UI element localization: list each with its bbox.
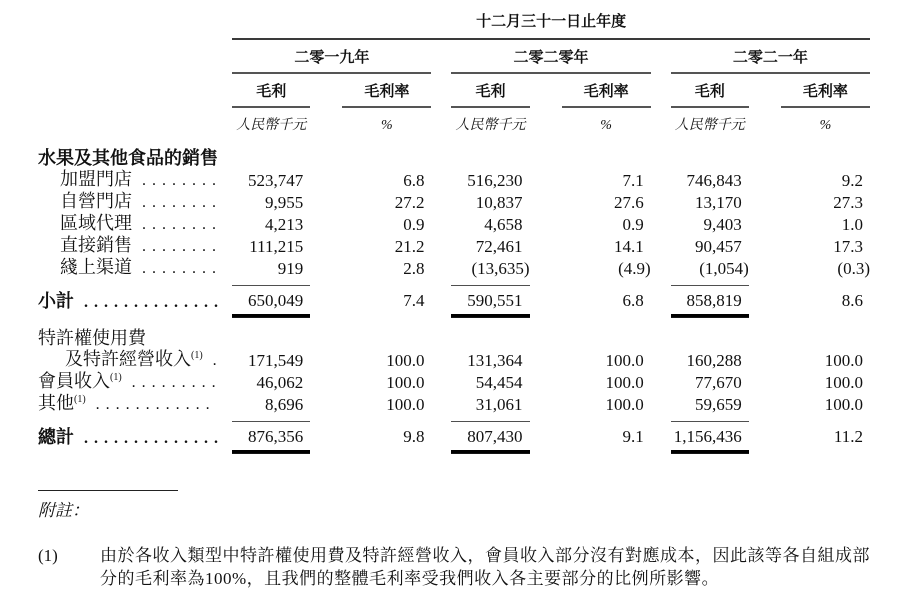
table-row-data	[38, 191, 870, 213]
cell-value: 6.8	[622, 291, 644, 310]
gross-profit-cell	[232, 328, 310, 371]
cell-value: 590,551	[467, 291, 523, 310]
table-row-data	[38, 371, 870, 393]
gross-profit-cell	[431, 257, 529, 279]
sum-value	[342, 421, 431, 447]
gross-margin-cell	[310, 213, 431, 235]
gross-profit-cell	[232, 257, 310, 279]
dot-leader: ........	[132, 172, 222, 189]
gross-margin-cell	[310, 393, 431, 415]
cell-value: 131,364	[467, 351, 523, 370]
dot-leader: ........	[132, 216, 222, 233]
gross-profit-table	[38, 8, 870, 454]
cell-value: 100.0	[824, 351, 863, 370]
sum-value-ruled	[671, 421, 749, 447]
footnote-divider	[38, 490, 178, 491]
cell-value: 858,819	[686, 291, 742, 310]
gross-margin-cell	[310, 415, 431, 454]
table-row-section	[38, 148, 870, 169]
footnote-marker: (1)	[38, 546, 58, 565]
gross-profit-cell	[431, 191, 529, 213]
double-rule	[671, 450, 749, 454]
gross-profit-cell	[431, 393, 529, 415]
row-label	[38, 191, 232, 213]
sum-value	[342, 285, 431, 311]
row-label: 會員收入$^{(1)}$ .........	[38, 371, 222, 391]
row-label: 其他$^{(1)}$ ............	[38, 393, 216, 413]
row-label	[38, 257, 232, 279]
cell-value: 10,837	[475, 193, 523, 212]
gross-margin-cell	[530, 415, 651, 454]
gross-profit-cell	[431, 235, 529, 257]
cell-value: 90,457	[695, 237, 742, 256]
year-header-2020-cell	[431, 40, 650, 74]
row-label-line1: 特許權使用費	[38, 328, 146, 348]
gross-profit-cell	[651, 213, 749, 235]
gross-profit-cell	[431, 415, 529, 454]
cell-value: 46,062	[256, 373, 304, 392]
gross-margin-cell	[310, 279, 431, 318]
row-label: 小計 ..............	[38, 291, 224, 311]
period-header-row	[38, 8, 870, 40]
cell-value: 7.4	[403, 291, 425, 310]
gross-profit-cell	[651, 393, 749, 415]
cell-value: 13,170	[695, 193, 742, 212]
gross-margin-cell	[530, 191, 651, 213]
dot-leader: ..............	[74, 430, 224, 447]
footnote-ref: (1)	[74, 394, 86, 405]
cell-value: 4,658	[484, 215, 523, 234]
table-row-data	[38, 393, 870, 415]
cell-value: 9,403	[703, 215, 742, 234]
cell-value: (0.3)	[837, 259, 870, 278]
gross-profit-cell	[232, 371, 310, 393]
cell-value: 54,454	[475, 373, 523, 392]
gross-profit-cell	[232, 279, 310, 318]
cell-value: 650,049	[248, 291, 304, 310]
sum-value-ruled	[671, 285, 749, 311]
cell-value: 1.0	[841, 215, 863, 234]
footnote-ref: (1)	[191, 350, 203, 361]
dot-leader: .........	[121, 374, 222, 391]
unit-rmb-2021: 人民幣千元	[674, 118, 745, 133]
dot-leader: ..............	[74, 294, 224, 311]
cell-value: 100.0	[386, 395, 425, 414]
cell-value: 807,430	[467, 427, 523, 446]
year-header-2021-cell	[651, 40, 870, 74]
gross-profit-cell	[651, 235, 749, 257]
row-label-text: 綫上渠道 ........	[60, 257, 222, 277]
section-title: 水果及其他食品的銷售	[38, 148, 218, 168]
gross-margin-cell	[310, 235, 431, 257]
table-row-spacer	[38, 318, 870, 328]
gross-profit-cell	[431, 169, 529, 191]
gross-margin-cell	[749, 257, 870, 279]
gross-margin-cell	[749, 235, 870, 257]
unit-percent-2020: %	[600, 118, 612, 133]
cell-value: (1,054)	[699, 259, 749, 278]
sum-value-ruled	[232, 285, 310, 311]
gross-margin-cell	[749, 371, 870, 393]
cell-value: 9.2	[841, 171, 863, 190]
gross-margin-cell	[749, 213, 870, 235]
cell-value: 919	[277, 259, 304, 278]
cell-value: 100.0	[605, 395, 644, 414]
row-label	[38, 235, 232, 257]
sum-value-ruled	[451, 285, 529, 311]
row-label-text: 區域代理 ........	[60, 213, 222, 233]
double-rule	[232, 450, 310, 454]
cell-value: 160,288	[686, 351, 742, 370]
table-row-data2	[38, 328, 870, 371]
sum-value	[562, 285, 651, 311]
table-row-subtotal	[38, 415, 870, 454]
row-label	[38, 328, 232, 371]
gross-profit-cell	[651, 169, 749, 191]
sum-value	[781, 421, 870, 447]
gross-profit-cell	[431, 213, 529, 235]
cell-value: 27.2	[394, 193, 425, 212]
spacer	[38, 318, 870, 328]
cell-value: 100.0	[605, 373, 644, 392]
gross-margin-cell	[530, 371, 651, 393]
gross-margin-header-2019: 毛利率	[310, 74, 431, 108]
gross-profit-cell	[651, 257, 749, 279]
cell-value: 516,230	[467, 171, 523, 190]
row-label	[38, 169, 232, 191]
gross-margin-header-2021: 毛利率	[749, 74, 870, 108]
spacer	[38, 136, 870, 148]
cell-value: 72,461	[475, 237, 523, 256]
gross-margin-cell	[749, 415, 870, 454]
unit-percent-2019: %	[381, 118, 393, 133]
cell-value: 0.9	[403, 215, 425, 234]
cell-value: (13,635)	[471, 259, 530, 278]
gross-profit-cell	[651, 371, 749, 393]
dot-leader: ........	[132, 194, 222, 211]
gross-margin-cell	[749, 393, 870, 415]
gross-profit-cell	[651, 328, 749, 371]
gross-profit-cell	[431, 328, 529, 371]
gross-profit-header-2019: 毛利	[232, 74, 310, 108]
cell-value: 100.0	[605, 351, 644, 370]
period-header-cell	[232, 8, 870, 40]
sum-value	[781, 285, 870, 311]
cell-value: 27.3	[833, 193, 863, 212]
footnote-item	[38, 544, 886, 590]
cell-value: 11.2	[833, 427, 863, 446]
unit-percent-2021: %	[819, 118, 832, 133]
cell-value: 171,549	[248, 351, 304, 370]
gross-profit-cell	[232, 235, 310, 257]
cell-value: 111,215	[249, 237, 304, 256]
row-label: 總計 ..............	[38, 427, 224, 447]
gross-margin-cell	[749, 279, 870, 318]
cell-value: 9.8	[403, 427, 425, 446]
gross-margin-cell	[310, 257, 431, 279]
row-label-text: 自營門店 ........	[60, 191, 222, 211]
sum-value-ruled	[232, 421, 310, 447]
cell-value: 31,061	[475, 395, 523, 414]
year-header-row	[38, 40, 870, 74]
spacer-row	[38, 136, 870, 148]
gross-profit-cell	[232, 415, 310, 454]
gross-margin-cell	[310, 191, 431, 213]
empty-cell	[38, 74, 232, 108]
dot-leader: ........	[132, 238, 222, 255]
cell-value: 8.6	[841, 291, 863, 310]
cell-value: 8,696	[265, 395, 304, 414]
table-row-data	[38, 257, 870, 279]
gross-profit-header-2020: 毛利	[431, 74, 529, 108]
year-header-2019-cell	[232, 40, 431, 74]
cell-value: 21.2	[394, 237, 425, 256]
sub-header-row	[38, 74, 870, 108]
cell-value: 2.8	[403, 259, 425, 278]
period-header: 十二月三十一日止年度	[232, 10, 870, 40]
sum-value-ruled	[451, 421, 529, 447]
cell-value: 59,659	[695, 395, 742, 414]
row-label-line2: 及特許經營收入$^{(1)}$ .	[65, 349, 223, 369]
cell-value: 14.1	[613, 237, 644, 256]
row-label-text: 加盟門店 ........	[60, 169, 222, 189]
empty-cell	[38, 108, 232, 136]
year-header-2019: 二零一九年	[232, 46, 431, 74]
gross-profit-cell	[651, 279, 749, 318]
footnote-label: 附註：	[38, 501, 89, 520]
gross-margin-cell	[530, 169, 651, 191]
gross-margin-header-2020: 毛利率	[530, 74, 651, 108]
cell-value: 100.0	[824, 395, 863, 414]
gross-margin-cell	[530, 328, 651, 371]
cell-value: 0.9	[622, 215, 644, 234]
double-rule	[451, 450, 529, 454]
dot-leader: .	[202, 352, 223, 369]
cell-value: 17.3	[833, 237, 863, 256]
cell-value: 77,670	[695, 373, 742, 392]
cell-value: 746,843	[686, 171, 742, 190]
gross-profit-cell	[232, 213, 310, 235]
cell-value: 1,156,436	[673, 427, 742, 446]
gross-margin-cell	[310, 169, 431, 191]
footnote-ref: (1)	[110, 372, 122, 383]
row-label-text: 直接銷售 ........	[60, 235, 222, 255]
cell-value: 100.0	[386, 351, 425, 370]
cell-value: 100.0	[824, 373, 863, 392]
gross-profit-header-2021: 毛利	[651, 74, 749, 108]
gross-margin-cell	[749, 191, 870, 213]
gross-profit-cell	[232, 191, 310, 213]
gross-margin-cell	[530, 235, 651, 257]
dot-leader: ........	[132, 260, 222, 277]
footnote-section	[38, 490, 924, 590]
gross-profit-cell	[232, 169, 310, 191]
unit-rmb-2019: 人民幣千元	[236, 118, 307, 133]
dot-leader: ............	[85, 396, 216, 413]
gross-profit-cell	[232, 393, 310, 415]
empty-cell	[38, 40, 232, 74]
cell-value: 523,747	[248, 171, 304, 190]
row-label	[38, 213, 232, 235]
footnote-text: 由於各收入類型中特許權使用費及特許經營收入，會員收入部分沒有對應成本，因此該等各自組成部分的毛利率為100%，且我們的整體毛利率受我們收入各主要部分的比例所影響。	[100, 546, 870, 588]
gross-profit-cell	[431, 371, 529, 393]
cell-value: 7.1	[622, 171, 644, 190]
gross-margin-cell	[749, 328, 870, 371]
gross-margin-cell	[530, 393, 651, 415]
cell-value: 9.1	[622, 427, 644, 446]
gross-margin-cell	[310, 371, 431, 393]
sum-value	[562, 421, 651, 447]
year-header-2021: 二零二一年	[671, 46, 870, 74]
year-header-2020: 二零二零年	[451, 46, 650, 74]
cell-value: 6.8	[403, 171, 425, 190]
cell-value: 9,955	[265, 193, 304, 212]
table-row-data	[38, 235, 870, 257]
gross-profit-cell	[431, 279, 529, 318]
gross-profit-cell	[651, 191, 749, 213]
cell-value: 4,213	[265, 215, 304, 234]
cell-value: (4.9)	[618, 259, 651, 278]
units-row	[38, 108, 870, 136]
table-row-data	[38, 169, 870, 191]
cell-value: 100.0	[386, 373, 425, 392]
cell-value: 876,356	[248, 427, 304, 446]
table-row-subtotal	[38, 279, 870, 318]
gross-margin-cell	[310, 328, 431, 371]
gross-profit-cell	[651, 415, 749, 454]
cell-value: 27.6	[613, 193, 644, 212]
gross-margin-cell	[530, 213, 651, 235]
unit-rmb-2020: 人民幣千元	[455, 118, 526, 133]
gross-margin-cell	[749, 169, 870, 191]
gross-margin-cell	[530, 279, 651, 318]
table-row-data	[38, 213, 870, 235]
empty-corner-cell	[38, 8, 232, 40]
gross-margin-cell	[530, 257, 651, 279]
